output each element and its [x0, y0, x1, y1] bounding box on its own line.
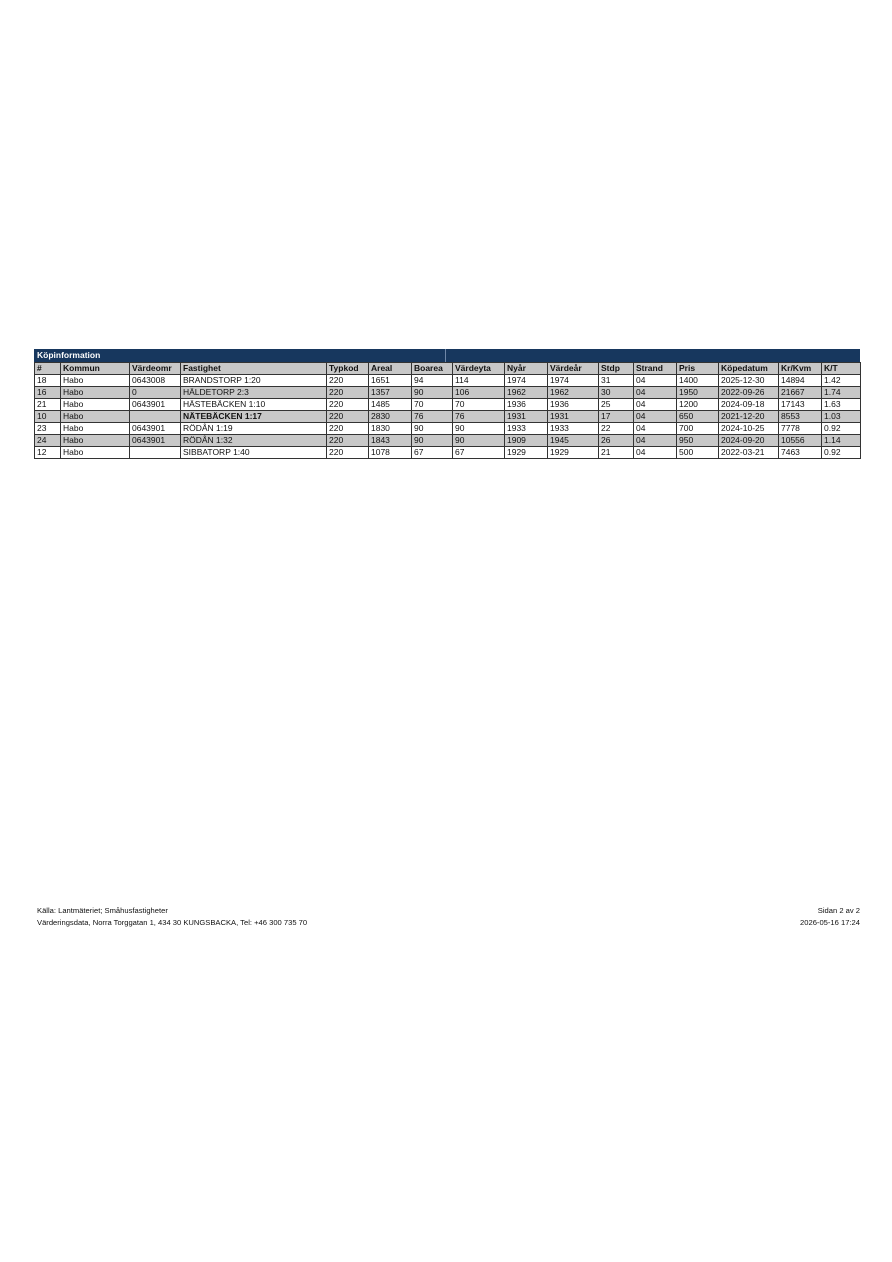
cell-boarea: 70: [412, 399, 453, 411]
cell-vardeomr: 0643901: [130, 435, 181, 447]
cell-fastighet: HÄLDETORP 2:3: [181, 387, 327, 399]
table-row: [35, 423, 861, 435]
column-header-kopedatum: Köpedatum: [719, 363, 779, 375]
cell-areal: 1651: [369, 375, 412, 387]
cell-vardeomr: 0643901: [130, 399, 181, 411]
section-header-bar: [34, 349, 860, 362]
footer-row-2: [37, 917, 860, 929]
cell-pris: 950: [677, 435, 719, 447]
cell-nyar: 1929: [505, 447, 548, 459]
cell-kommun: Habo: [61, 411, 130, 423]
column-header-index: #: [35, 363, 61, 375]
cell-vardeyta: 70: [453, 399, 505, 411]
table-row: [35, 375, 861, 387]
cell-index: 12: [35, 447, 61, 459]
cell-kr-kvm: 14894: [779, 375, 822, 387]
column-header-kr-kvm: Kr/Kvm: [779, 363, 822, 375]
cell-vardear: 1974: [548, 375, 599, 387]
cell-stdp: 31: [599, 375, 634, 387]
cell-kr-kvm: 10556: [779, 435, 822, 447]
cell-vardeyta: 106: [453, 387, 505, 399]
column-header-stdp: Stdp: [599, 363, 634, 375]
cell-kopedatum: 2022-03-21: [719, 447, 779, 459]
column-header-typkod: Typkod: [327, 363, 369, 375]
cell-fastighet: SIBBATORP 1:40: [181, 447, 327, 459]
cell-k-t: 1.42: [822, 375, 861, 387]
cell-vardear: 1933: [548, 423, 599, 435]
cell-strand: 04: [634, 387, 677, 399]
cell-fastighet: BRANDSTORP 1:20: [181, 375, 327, 387]
cell-k-t: 1.74: [822, 387, 861, 399]
cell-nyar: 1974: [505, 375, 548, 387]
cell-typkod: 220: [327, 435, 369, 447]
cell-kr-kvm: 8553: [779, 411, 822, 423]
cell-nyar: 1909: [505, 435, 548, 447]
table-row: [35, 411, 861, 423]
cell-kr-kvm: 21667: [779, 387, 822, 399]
column-header-fastighet: Fastighet: [181, 363, 327, 375]
cell-kr-kvm: 7463: [779, 447, 822, 459]
column-header-strand: Strand: [634, 363, 677, 375]
column-header-vardeyta: Värdeyta: [453, 363, 505, 375]
cell-stdp: 30: [599, 387, 634, 399]
cell-areal: 1357: [369, 387, 412, 399]
cell-typkod: 220: [327, 447, 369, 459]
cell-vardear: 1929: [548, 447, 599, 459]
cell-strand: 04: [634, 423, 677, 435]
column-header-vardeomr: Värdeomr: [130, 363, 181, 375]
cell-pris: 500: [677, 447, 719, 459]
cell-kommun: Habo: [61, 423, 130, 435]
cell-kopedatum: 2024-09-18: [719, 399, 779, 411]
cell-pris: 700: [677, 423, 719, 435]
column-header-boarea: Boarea: [412, 363, 453, 375]
cell-areal: 1485: [369, 399, 412, 411]
section-title: Köpinformation: [37, 350, 101, 360]
cell-boarea: 90: [412, 435, 453, 447]
cell-boarea: 67: [412, 447, 453, 459]
cell-kr-kvm: 17143: [779, 399, 822, 411]
cell-vardeyta: 90: [453, 423, 505, 435]
cell-pris: 1950: [677, 387, 719, 399]
cell-k-t: 1.03: [822, 411, 861, 423]
cell-fastighet: NÄTEBÄCKEN 1:17: [181, 411, 327, 423]
cell-fastighet: RÖDÅN 1:19: [181, 423, 327, 435]
cell-typkod: 220: [327, 375, 369, 387]
cell-areal: 2830: [369, 411, 412, 423]
cell-k-t: 0.92: [822, 423, 861, 435]
cell-index: 18: [35, 375, 61, 387]
cell-vardeyta: 114: [453, 375, 505, 387]
cell-kopedatum: 2021-12-20: [719, 411, 779, 423]
cell-vardear: 1962: [548, 387, 599, 399]
purchase-info-section: [34, 349, 860, 459]
footer-source: Källa: Lantmäteriet; Småhusfastigheter: [37, 906, 168, 915]
cell-index: 21: [35, 399, 61, 411]
column-header-pris: Pris: [677, 363, 719, 375]
cell-nyar: 1962: [505, 387, 548, 399]
cell-boarea: 90: [412, 387, 453, 399]
column-header-nyar: Nyår: [505, 363, 548, 375]
cell-kommun: Habo: [61, 435, 130, 447]
page-footer: [37, 905, 860, 929]
cell-kopedatum: 2025-12-30: [719, 375, 779, 387]
cell-vardeomr: 0643008: [130, 375, 181, 387]
cell-areal: 1830: [369, 423, 412, 435]
cell-vardear: 1936: [548, 399, 599, 411]
table-body: [35, 375, 861, 459]
cell-kommun: Habo: [61, 387, 130, 399]
cell-kopedatum: 2024-10-25: [719, 423, 779, 435]
cell-fastighet: HÄSTEBÄCKEN 1:10: [181, 399, 327, 411]
table-row: [35, 387, 861, 399]
cell-fastighet: RÖDÅN 1:32: [181, 435, 327, 447]
cell-index: 23: [35, 423, 61, 435]
cell-kopedatum: 2024-09-20: [719, 435, 779, 447]
cell-vardear: 1945: [548, 435, 599, 447]
table-header-row: [35, 363, 861, 375]
footer-timestamp: 2026-05-16 17:24: [800, 918, 860, 927]
column-header-k-t: K/T: [822, 363, 861, 375]
cell-boarea: 76: [412, 411, 453, 423]
cell-pris: 1400: [677, 375, 719, 387]
cell-strand: 04: [634, 447, 677, 459]
cell-kr-kvm: 7778: [779, 423, 822, 435]
cell-kommun: Habo: [61, 375, 130, 387]
cell-typkod: 220: [327, 387, 369, 399]
cell-vardeyta: 67: [453, 447, 505, 459]
cell-stdp: 25: [599, 399, 634, 411]
cell-stdp: 21: [599, 447, 634, 459]
cell-stdp: 17: [599, 411, 634, 423]
cell-kopedatum: 2022-09-26: [719, 387, 779, 399]
cell-vardeomr: 0643901: [130, 423, 181, 435]
cell-pris: 650: [677, 411, 719, 423]
cell-nyar: 1933: [505, 423, 548, 435]
footer-row-1: [37, 905, 860, 917]
column-header-kommun: Kommun: [61, 363, 130, 375]
cell-vardear: 1931: [548, 411, 599, 423]
cell-vardeomr: [130, 447, 181, 459]
cell-k-t: 1.63: [822, 399, 861, 411]
cell-index: 24: [35, 435, 61, 447]
cell-nyar: 1936: [505, 399, 548, 411]
cell-kommun: Habo: [61, 399, 130, 411]
cell-strand: 04: [634, 411, 677, 423]
cell-k-t: 0.92: [822, 447, 861, 459]
table-row: [35, 435, 861, 447]
column-header-areal: Areal: [369, 363, 412, 375]
cell-typkod: 220: [327, 399, 369, 411]
cell-nyar: 1931: [505, 411, 548, 423]
cell-strand: 04: [634, 435, 677, 447]
table-row: [35, 399, 861, 411]
cell-index: 10: [35, 411, 61, 423]
cell-areal: 1078: [369, 447, 412, 459]
table-row: [35, 447, 861, 459]
footer-address: Värderingsdata, Norra Torggatan 1, 434 30 KUNGSBACKA, Tel: +46 300 735 70: [37, 918, 308, 927]
cell-typkod: 220: [327, 423, 369, 435]
cell-areal: 1843: [369, 435, 412, 447]
cell-strand: 04: [634, 375, 677, 387]
column-header-vardear: Värdeår: [548, 363, 599, 375]
cell-vardeomr: [130, 411, 181, 423]
cell-vardeyta: 90: [453, 435, 505, 447]
cell-vardeyta: 76: [453, 411, 505, 423]
cell-pris: 1200: [677, 399, 719, 411]
header-divider: [445, 349, 446, 362]
cell-boarea: 94: [412, 375, 453, 387]
cell-stdp: 26: [599, 435, 634, 447]
footer-page-number: Sidan 2 av 2: [817, 906, 860, 915]
cell-stdp: 22: [599, 423, 634, 435]
cell-vardeomr: 0: [130, 387, 181, 399]
cell-boarea: 90: [412, 423, 453, 435]
cell-strand: 04: [634, 399, 677, 411]
cell-index: 16: [35, 387, 61, 399]
cell-kommun: Habo: [61, 447, 130, 459]
cell-typkod: 220: [327, 411, 369, 423]
purchase-table: [34, 362, 861, 459]
cell-k-t: 1.14: [822, 435, 861, 447]
